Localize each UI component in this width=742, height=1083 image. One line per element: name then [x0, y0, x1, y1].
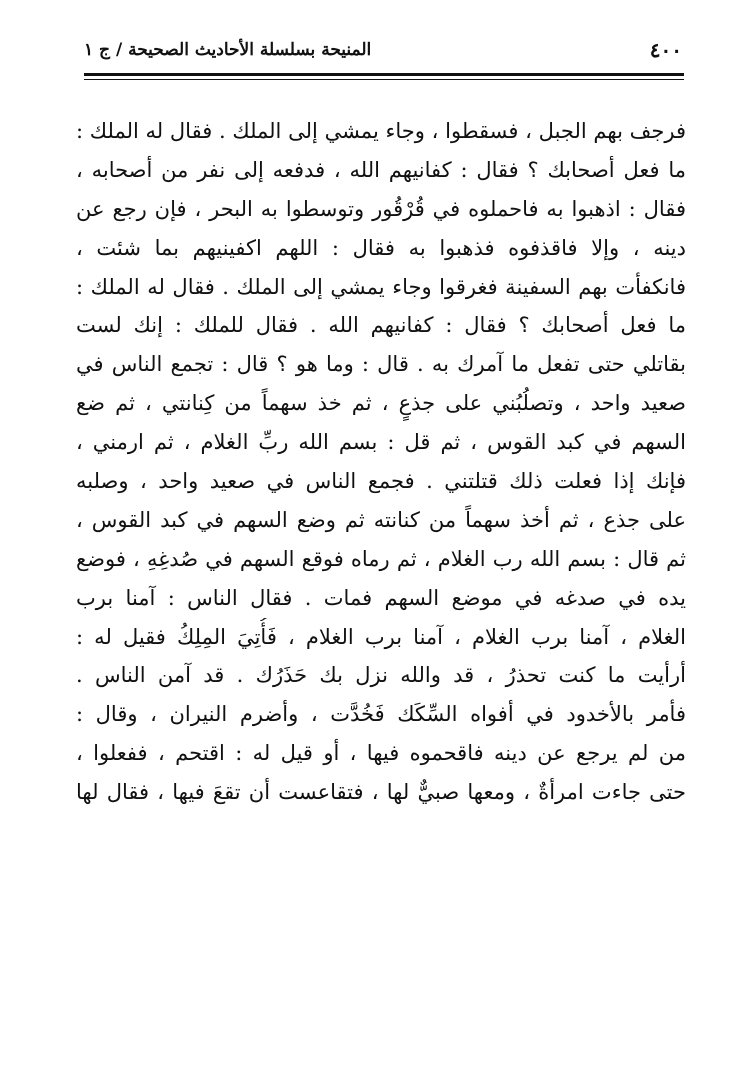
running-title: المنيحة بسلسلة الأحاديث الصحيحة / ج ١: [84, 40, 372, 60]
text-line: ثم قال : بسم الله رب الغلام ، ثم رماه فوقع السهم في صُدغِهِ ، فوضع: [76, 546, 686, 571]
text-line: فانكفأت بهم السفينة فغرقوا وجاء يمشي إلى الملك . فقال له الملك :: [76, 274, 686, 299]
text-line: دينه ، وإلا فاقذفوه فذهبوا به فقال : اللهم اكفينيهم بما شئت ،: [76, 235, 686, 260]
header-rule-thin: [84, 79, 684, 80]
text-line: فإنك إذا فعلت ذلك قتلتني . فجمع الناس في صعيد واحد ، وصلبه: [76, 469, 686, 494]
text-line: فقال : اذهبوا به فاحملوه في قُرْقُور وتوسطوا به البحر ، فإن رجع عن: [76, 196, 686, 221]
text-line: ما فعل أصحابك ؟ فقال : كفانيهم الله . فقال للملك : إنك لست: [76, 313, 686, 338]
text-line: فأمر بالأخدود في أفواه السِّكَك فَخُدَّت ، وأضرم النيران ، وقال :: [76, 702, 686, 727]
page-header: [84, 38, 682, 72]
text-line: بقاتلي حتى تفعل ما آمرك به . قال : وما هو ؟ قال : تجمع الناس في: [76, 352, 686, 377]
text-line: من لم يرجع عن دينه فاقحموه فيها ، أو قيل له : اقتحم ، ففعلوا ،: [76, 741, 686, 766]
text-line: السهم في كبد القوس ، ثم قل : بسم الله ربِّ الغلام ، ثم ارمني ،: [76, 430, 686, 455]
text-line: الغلام ، آمنا برب الغلام ، آمنا برب الغلام ، فَأُتِيَ المِلِكُ فقيل له :: [76, 624, 686, 649]
text-line: على جذع ، ثم أخذ سهماً من كنانته ثم وضع السهم في كبد القوس ،: [76, 507, 686, 532]
text-line: فرجف بهم الجبل ، فسقطوا ، وجاء يمشي إلى الملك . فقال له الملك :: [76, 119, 686, 143]
header-rule-thick: [84, 73, 684, 76]
text-line: يده في صدغه في موضع السهم فمات . فقال الناس : آمنا برب: [76, 585, 686, 610]
body-text: [76, 112, 686, 812]
page-number: ٤٠٠: [649, 38, 682, 62]
text-line: صعيد واحد ، وتصلُبُني على جذعٍ ، ثم خذ سهماً من كِنانتي ، ثم ضع: [76, 391, 686, 416]
text-line: حتى جاءت امرأةٌ ، ومعها صبيٌّ لها ، فتقاعست أن تقعَ فيها ، فقال لها: [76, 780, 686, 805]
text-line: ما فعل أصحابك ؟ فقال : كفانيهم الله ، فدفعه إلى نفر من أصحابه ،: [76, 157, 686, 182]
text-line: أرأيت ما كنت تحذرُ ، قد والله نزل بك حَذَرُك . قد آمن الناس .: [76, 663, 686, 688]
